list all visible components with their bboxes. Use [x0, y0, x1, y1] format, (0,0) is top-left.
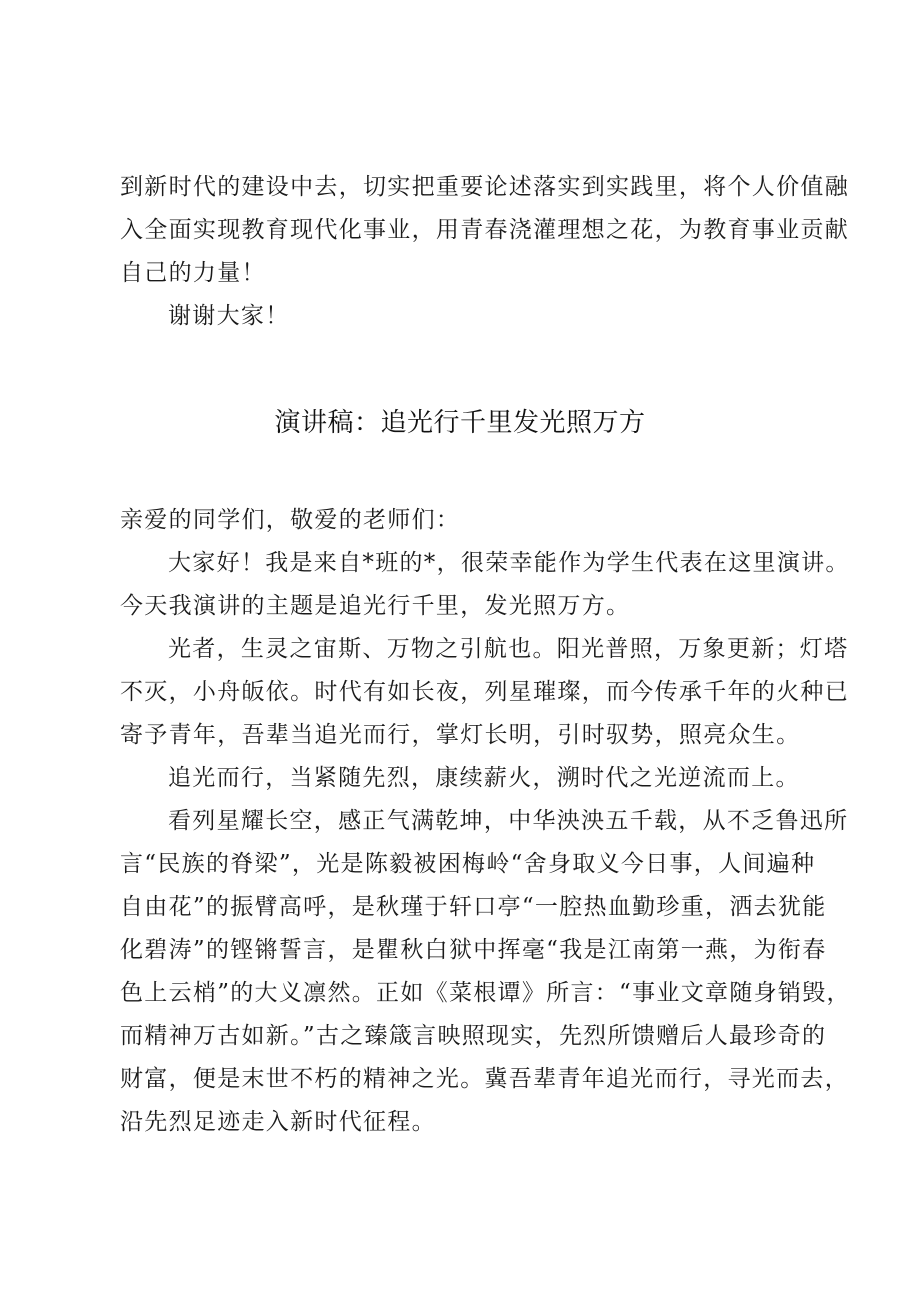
paragraph4-line-4: 化碧涛”的铿锵誓言，是瞿秋白狱中挥毫“我是江南第一燕，为衔春	[120, 937, 827, 963]
paragraph4-line-3: 自由花”的振臂高呼，是秋瑾于轩口亭“一腔热血勤珍重，洒去犹能	[120, 894, 827, 920]
paragraph4-line-7: 财富，便是末世不朽的精神之光。冀吾辈青年追光而行，寻光而去，	[120, 1066, 849, 1092]
paragraph2-line-1: 光者，生灵之宙斯、万物之引航也。阳光普照，万象更新；灯塔	[168, 636, 849, 662]
continuation-line-2: 入全面实现教育现代化事业，用青春浇灌理想之花，为教育事业贡献	[120, 217, 849, 243]
paragraph4-line-5: 色上云梢”的大义凛然。正如《菜根谭》所言：“事业文章随身销毁，	[120, 980, 851, 1006]
continuation-line-1: 到新时代的建设中去，切实把重要论述落实到实践里，将个人价值融	[120, 174, 849, 200]
salutation: 亲爱的同学们，敬爱的老师们：	[120, 507, 461, 533]
paragraph2-line-3: 寄予青年，吾辈当追光而行，掌灯长明，引时驭势，照亮众生。	[120, 722, 801, 748]
paragraph4-line-1: 看列星耀长空，感正气满乾坤，中华泱泱五千载，从不乏鲁迅所	[168, 808, 849, 834]
paragraph1-line-1: 大家好！我是来自*班的*，很荣幸能作为学生代表在这里演讲。	[168, 550, 850, 576]
paragraph4-line-2: 言“民族的脊梁”，光是陈毅被困梅岭“舍身取义今日事，人间遍种	[120, 851, 816, 877]
continuation-line-3: 自己的力量！	[120, 260, 266, 286]
thanks-line: 谢谢大家！	[168, 303, 290, 329]
speech-title: 演讲稿：追光行千里发光照万方	[274, 408, 646, 438]
paragraph2-line-2: 不灭，小舟皈依。时代有如长夜，列星璀璨，而今传承千年的火种已	[120, 679, 849, 705]
paragraph4-line-6: 而精神万古如新。”古之臻箴言映照现实，先烈所馈赠后人最珍奇的	[120, 1023, 827, 1049]
paragraph4-line-8: 沿先烈足迹走入新时代征程。	[120, 1109, 436, 1135]
paragraph1-line-2: 今天我演讲的主题是追光行千里，发光照万方。	[120, 593, 631, 619]
paragraph3-line-1: 追光而行，当紧随先烈，康续薪火，溯时代之光逆流而上。	[168, 765, 800, 791]
